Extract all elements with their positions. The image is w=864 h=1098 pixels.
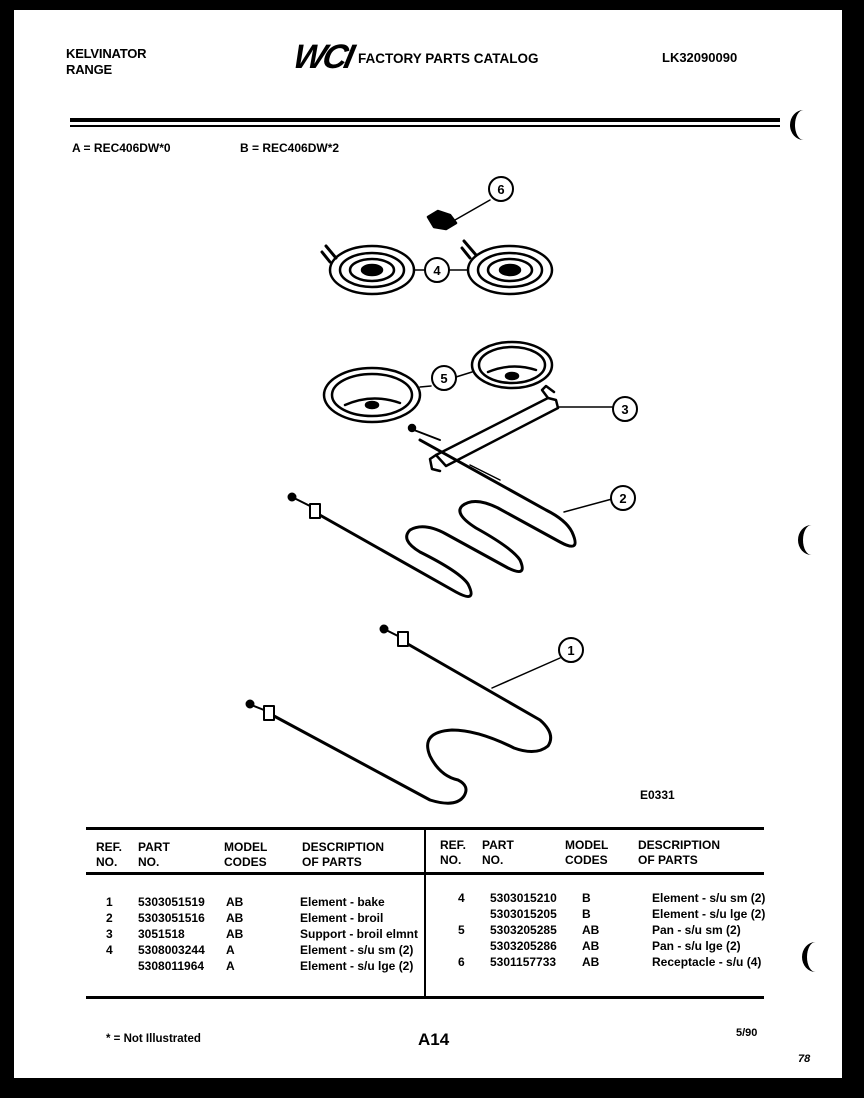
- callout-4: 4: [424, 257, 450, 283]
- header-description: DESCRIPTION OF PARTS: [302, 840, 385, 869]
- not-illustrated-note: * = Not Illustrated: [106, 1033, 201, 1045]
- header-model-codes: MODEL CODES: [224, 840, 268, 869]
- model-b-label: B = REC406DW*2: [240, 141, 340, 155]
- callout-2: 2: [610, 485, 636, 511]
- table-column-divider: [424, 827, 426, 999]
- surface-element-large-icon: [448, 241, 552, 294]
- page-id: A14: [418, 1030, 450, 1049]
- header-ref-no: REF. NO.: [440, 838, 467, 867]
- header-part-no: PART NO.: [482, 838, 514, 867]
- catalog-number: LK32090090: [662, 50, 738, 65]
- header-part-no: PART NO.: [138, 840, 170, 869]
- model-a-label: A = REC406DW*0: [72, 141, 171, 155]
- callout-3: 3: [612, 396, 638, 422]
- brand-name: KELVINATOR: [66, 46, 147, 61]
- header-model-codes: MODEL CODES: [565, 838, 609, 867]
- diagram-code: E0331: [640, 788, 675, 802]
- catalog-title: FACTORY PARTS CATALOG: [358, 51, 539, 66]
- drip-pan-small-icon: [324, 368, 431, 422]
- broil-support-icon: [409, 386, 612, 480]
- callout-5: 5: [431, 365, 457, 391]
- drip-pan-large-icon: [456, 342, 552, 388]
- callout-1: 1: [558, 637, 584, 663]
- callout-6: 6: [488, 176, 514, 202]
- header-ref-no: REF. NO.: [96, 840, 123, 869]
- header-description: DESCRIPTION OF PARTS: [638, 838, 721, 867]
- revision-date: 5/90: [736, 1027, 758, 1039]
- receptacle-part-icon: [428, 200, 490, 229]
- wci-logo: WCI: [289, 38, 356, 76]
- handwritten-note: 78: [798, 1053, 811, 1065]
- surface-element-small-icon: [322, 246, 424, 294]
- bake-element-icon: [247, 626, 560, 803]
- product-type: RANGE: [66, 62, 112, 77]
